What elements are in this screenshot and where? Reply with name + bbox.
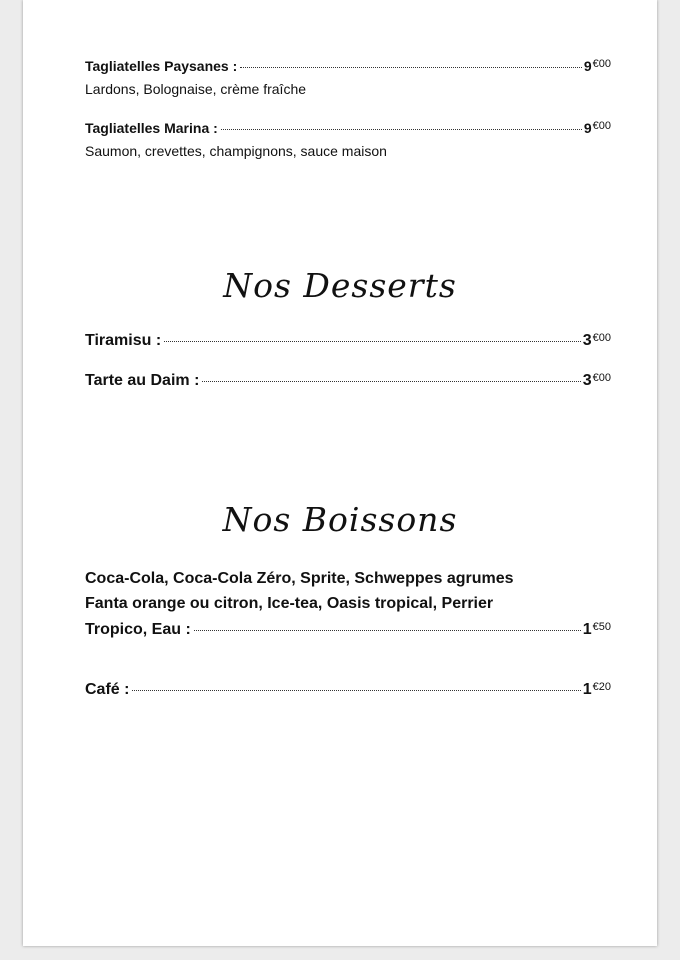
dot-leader (202, 381, 580, 382)
dot-leader (221, 129, 582, 130)
menu-item-tagliatelles-paysanes (85, 58, 611, 97)
dot-leader (194, 630, 581, 631)
menu-item-cafe (85, 681, 611, 699)
drinks-heading: Nos Boissons (222, 500, 458, 539)
dot-leader (132, 690, 580, 691)
menu-item-tarte-au-daim (85, 372, 611, 390)
item-name: Tagliatelles Marina : (85, 120, 218, 136)
drinks-line: Fanta orange ou citron, Ice-tea, Oasis tropical, Perrier (85, 595, 494, 612)
menu-item-tagliatelles-marina (85, 120, 611, 159)
dot-leader (164, 341, 581, 342)
item-price: $1^{€20}$ (582, 681, 611, 698)
item-description: Lardons, Bolognaise, crème fraîche (85, 81, 307, 97)
item-name: Café : (85, 681, 130, 698)
menu-item-tiramisu (85, 332, 611, 350)
item-name: Tarte au Daim : (85, 372, 200, 389)
item-price: $3^{€00}$ (582, 372, 611, 389)
item-name: Tropico, Eau : (85, 621, 191, 638)
drinks-line: Coca-Cola, Coca-Cola Zéro, Sprite, Schweppes agrumes (85, 570, 514, 587)
dot-leader (240, 67, 582, 68)
menu-item-tropico-eau (85, 621, 611, 639)
item-price: $3^{€00}$ (582, 332, 611, 349)
item-name: Tiramisu : (85, 332, 162, 349)
item-price: $1^{€50}$ (582, 621, 611, 638)
drinks-list (85, 566, 514, 616)
item-price: $9^{€00}$ (583, 58, 611, 74)
desserts-heading: Nos Desserts (223, 266, 457, 305)
item-description: Saumon, crevettes, champignons, sauce maison (85, 143, 387, 159)
item-price: $9^{€00}$ (583, 120, 611, 136)
menu-page (23, 0, 657, 946)
item-name: Tagliatelles Paysanes : (85, 58, 238, 74)
